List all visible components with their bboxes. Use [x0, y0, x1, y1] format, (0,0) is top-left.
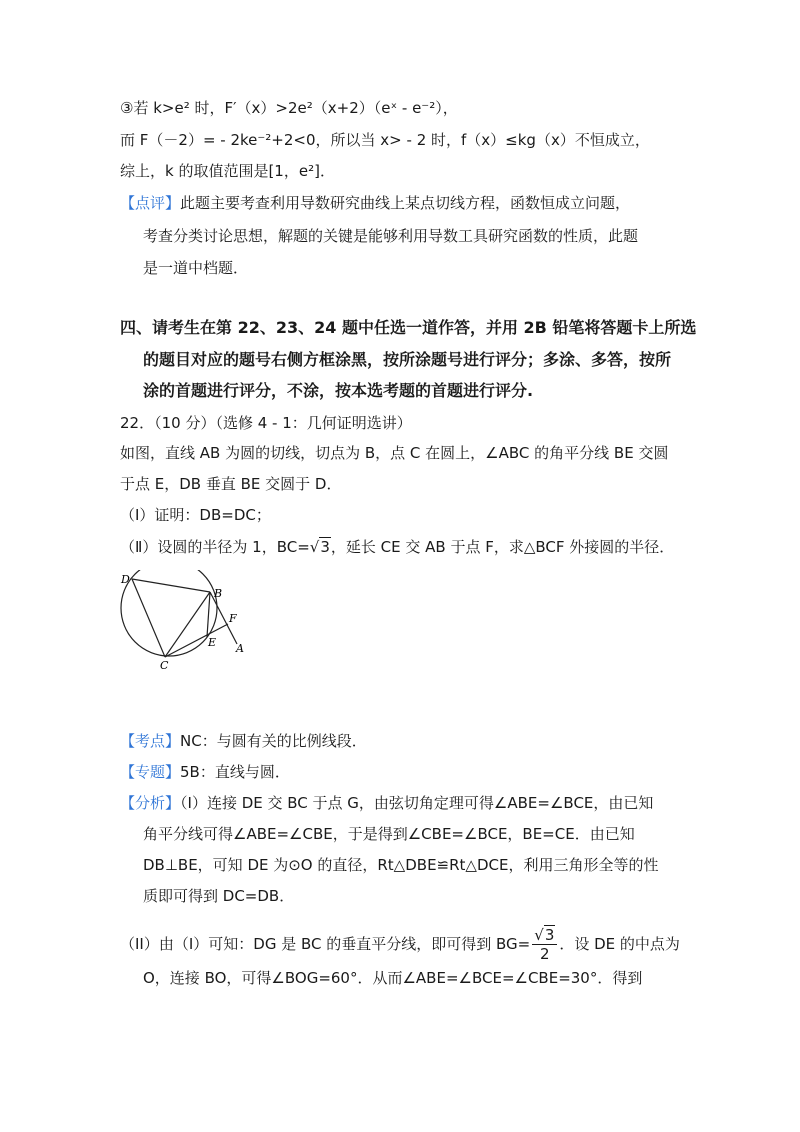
sqrt-3-radicand: 3	[320, 538, 330, 556]
problem-part-2-b: ，延长 CE 交 AB 于点 F，求△BCF 外接圆的半径．	[330, 538, 675, 556]
problem-header: 22．（10 分）（选修 4 - 1：几何证明选讲）	[120, 414, 412, 432]
fenxi-tag: 【分析】	[120, 794, 181, 812]
label-C: C	[160, 659, 169, 670]
fraction-denominator: 2	[540, 945, 550, 963]
kaodian-line	[120, 731, 367, 751]
kaodian-text: NC：与圆有关的比例线段．	[180, 732, 367, 750]
problem-part-1: （Ⅰ）证明：DB=DC；	[120, 506, 271, 524]
segment-BC	[165, 592, 210, 657]
review-text-3: 是一道中档题．	[143, 259, 249, 277]
part2-text-2: O，连接 BO，可得∠BOG=60°．从而∠ABE=∠BCE=∠CBE=30°．得到	[143, 969, 643, 987]
fenxi-line-1	[120, 793, 653, 813]
geometry-figure	[116, 570, 246, 670]
section-heading-line-1: 四、请考生在第 22、23、24 题中任选一道作答，并用 2B 铅笔将答题卡上所选	[120, 318, 697, 337]
part2-line-1	[120, 926, 680, 963]
review-tag: 【点评】	[120, 194, 181, 212]
part2-text-1-a: （II）由（I）可知：DG 是 BC 的垂直平分线，即可得到 BG=	[120, 935, 531, 953]
fenxi-text-1: （I）连接 DE 交 BC 于点 G，由弦切角定理可得∠ABE=∠BCE，由已知	[180, 794, 654, 812]
part2-text-1-b: ．设 DE 的中点为	[559, 935, 680, 953]
zhuanti-line	[120, 762, 290, 782]
label-D: D	[121, 573, 130, 586]
kaodian-tag: 【考点】	[120, 732, 181, 750]
fraction-sqrt3-over-2	[532, 926, 557, 963]
solution-line-counterexample: 而 F（－2）= - 2ke⁻²+2<0，所以当 x> - 2 时，f（x）≤kg（x）不恒成立，	[120, 131, 650, 149]
solution-line-case3: ③若 k>e² 时，F′（x）>2e²（x+2）（eˣ - e⁻²），	[120, 99, 458, 117]
label-B: B	[214, 587, 223, 600]
segment-DB	[132, 579, 210, 592]
label-A: A	[236, 642, 244, 655]
fraction-numerator: √3	[532, 926, 557, 945]
section-heading-line-3: 涂的首题进行评分，不涂，按本选考题的首题进行评分.	[143, 381, 534, 400]
zhuanti-text: 5B：直线与圆．	[180, 763, 290, 781]
label-E: E	[208, 636, 217, 649]
segment-CF	[165, 624, 228, 657]
problem-part-2-a: （Ⅱ）设圆的半径为 1，BC=	[120, 538, 310, 556]
circle	[121, 570, 217, 656]
review-line-1	[120, 193, 630, 213]
segment-DC	[132, 579, 165, 657]
section-heading-line-2: 的题目对应的题号右侧方框涂黑，按所涂题号进行评分；多涂、多答，按所	[143, 350, 672, 369]
sqrt-3: √3	[309, 538, 330, 556]
fenxi-text-4: 质即可得到 DC=DB．	[143, 887, 295, 905]
review-text-1: 此题主要考查利用导数研究曲线上某点切线方程，函数恒成立问题，	[180, 194, 631, 212]
fenxi-text-2: 角平分线可得∠ABE=∠CBE，于是得到∠CBE=∠BCE，BE=CE．由已知	[143, 825, 635, 843]
label-F: F	[229, 612, 237, 625]
fenxi-text-3: DB⊥BE，可知 DE 为⊙O 的直径，Rt△DBE≌Rt△DCE，利用三角形全等的性	[143, 856, 659, 874]
zhuanti-tag: 【专题】	[120, 763, 181, 781]
fraction-radicand: 3	[544, 926, 555, 944]
problem-part-2	[120, 537, 674, 557]
segment-BE	[207, 592, 210, 637]
review-text-2: 考查分类讨论思想，解题的关键是能够利用导数工具研究函数的性质，此题	[143, 227, 639, 245]
problem-text-1: 如图，直线 AB 为圆的切线，切点为 B，点 C 在圆上，∠ABC 的角平分线 BE 交圆	[120, 444, 669, 462]
problem-text-2: 于点 E，DB 垂直 BE 交圆于 D．	[120, 475, 342, 493]
solution-conclusion: 综上，k 的取值范围是[1，e²]．	[120, 162, 335, 180]
